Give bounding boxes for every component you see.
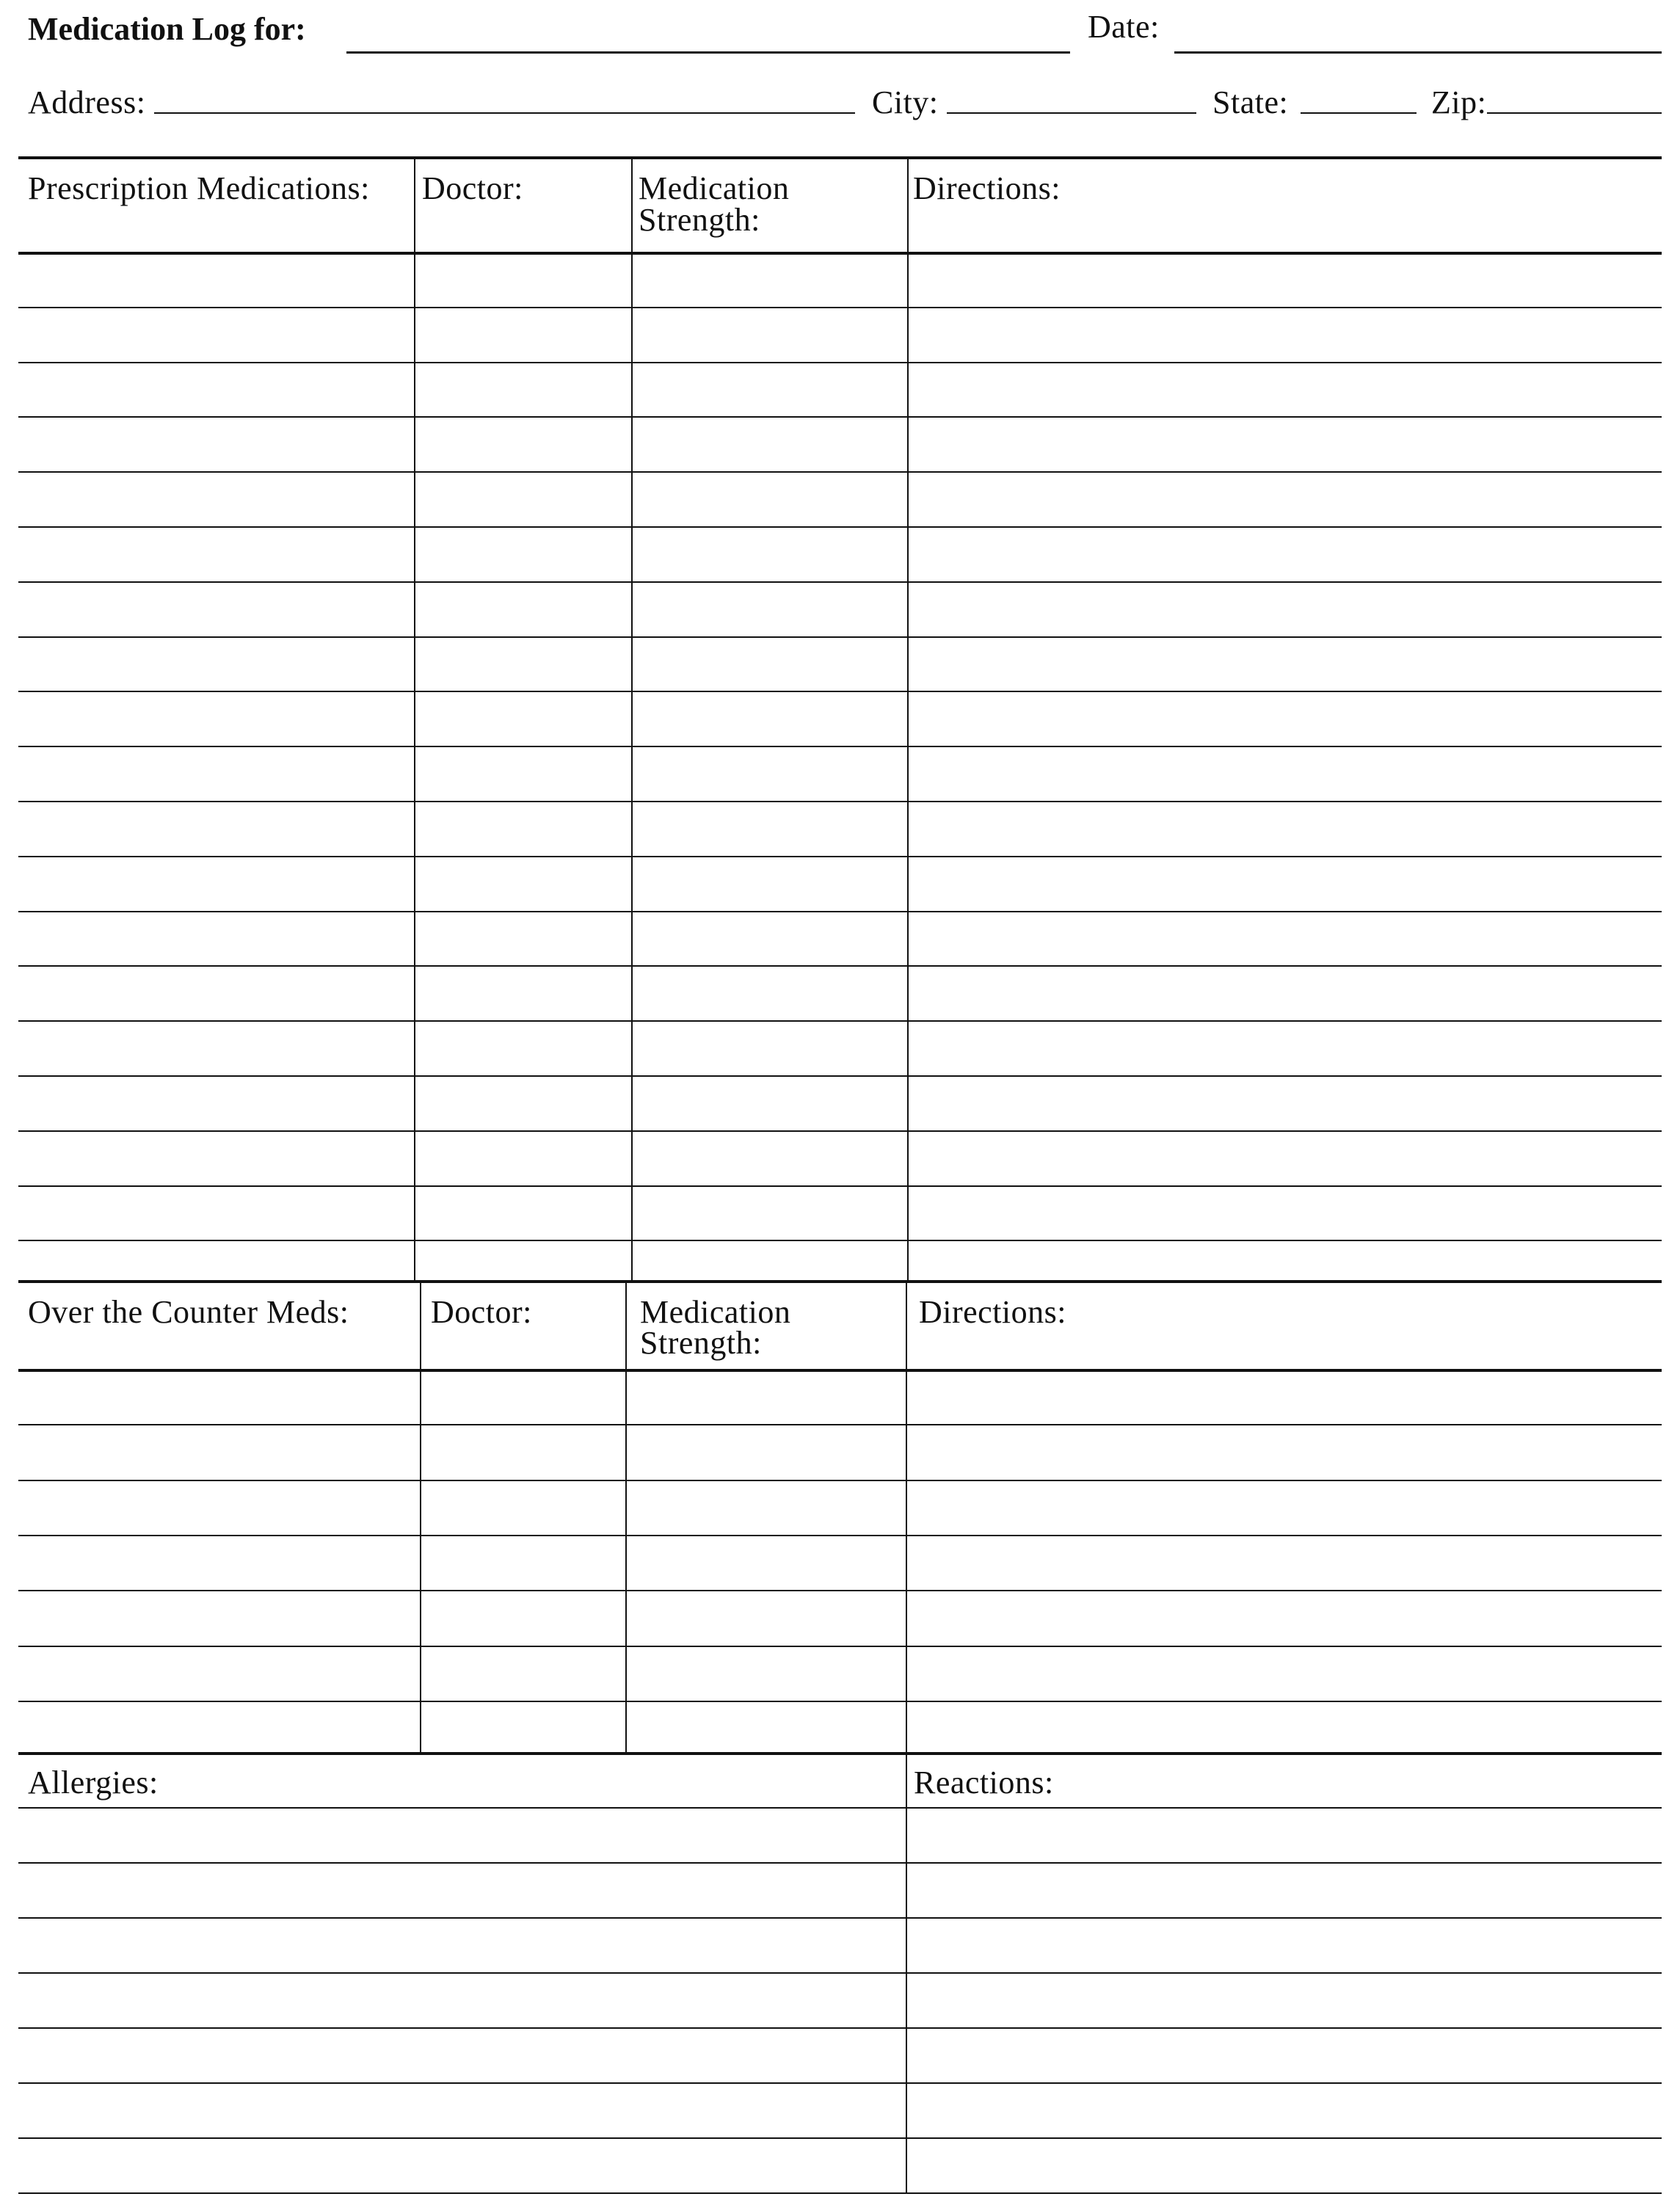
otc-cell[interactable] (625, 1480, 906, 1535)
prescription-cell[interactable] (631, 1130, 907, 1185)
prescription-cell[interactable] (907, 1185, 1662, 1240)
state-label: State: (1212, 84, 1289, 120)
prescription-cell[interactable] (414, 307, 631, 362)
date-label: Date: (1088, 9, 1160, 45)
prescription-cell[interactable] (18, 911, 414, 966)
name-field[interactable] (346, 51, 1070, 54)
allergies-cell[interactable] (906, 2082, 1662, 2137)
prescription-cell[interactable] (631, 471, 907, 526)
prescription-cell[interactable] (631, 1075, 907, 1130)
address-field[interactable] (154, 112, 855, 114)
prescription-cell[interactable] (18, 526, 414, 581)
prescription-cell[interactable] (414, 416, 631, 471)
prescription-cell[interactable] (907, 471, 1662, 526)
otc-cell[interactable] (420, 1590, 625, 1645)
prescription-cell[interactable] (414, 1075, 631, 1130)
otc-cell[interactable] (420, 1480, 625, 1535)
prescription-cell[interactable] (631, 416, 907, 471)
prescription-medications-header: Prescription Medications: (28, 170, 370, 206)
prescription-cell[interactable] (907, 856, 1662, 911)
prescription-top-rule (18, 156, 1662, 159)
allergies-cell[interactable] (906, 1917, 1662, 1972)
prescription-cell[interactable] (414, 526, 631, 581)
prescription-cell[interactable] (18, 1185, 414, 1240)
prescription-cell[interactable] (907, 911, 1662, 966)
prescription-cell[interactable] (414, 856, 631, 911)
prescription-cell[interactable] (18, 965, 414, 1020)
prescription-cell[interactable] (18, 1075, 414, 1130)
prescription-cell[interactable] (18, 362, 414, 417)
otc-cell[interactable] (625, 1369, 906, 1424)
city-field[interactable] (947, 112, 1196, 114)
prescription-cell[interactable] (631, 1185, 907, 1240)
otc-cell[interactable] (906, 1535, 1662, 1590)
prescription-cell[interactable] (18, 801, 414, 856)
otc-cell[interactable] (420, 1701, 625, 1756)
allergies-cell[interactable] (18, 1972, 906, 2027)
prescription-cell[interactable] (907, 1130, 1662, 1185)
date-field[interactable] (1174, 51, 1662, 54)
prescription-cell[interactable] (907, 526, 1662, 581)
prescription-cell[interactable] (414, 746, 631, 801)
prescription-cell[interactable] (631, 362, 907, 417)
prescription-cell[interactable] (907, 965, 1662, 1020)
prescription-cell[interactable] (18, 1240, 414, 1295)
prescription-cell[interactable] (631, 1240, 907, 1295)
prescription-cell[interactable] (18, 471, 414, 526)
state-field[interactable] (1301, 112, 1417, 114)
allergies-cell[interactable] (18, 2137, 906, 2192)
prescription-cell[interactable] (631, 801, 907, 856)
prescription-cell[interactable] (18, 581, 414, 636)
otc-cell[interactable] (420, 1535, 625, 1590)
prescription-cell[interactable] (414, 965, 631, 1020)
otc-cell[interactable] (906, 1646, 1662, 1701)
prescription-cell[interactable] (631, 746, 907, 801)
prescription-cell[interactable] (18, 636, 414, 691)
otc-doctor-header: Doctor: (431, 1294, 532, 1330)
prescription-cell[interactable] (414, 252, 631, 307)
prescription-cell[interactable] (907, 636, 1662, 691)
prescription-cell[interactable] (414, 636, 631, 691)
otc-cell[interactable] (18, 1424, 420, 1479)
allergies-cell[interactable] (18, 2082, 906, 2137)
prescription-cell[interactable] (631, 581, 907, 636)
prescription-cell[interactable] (414, 911, 631, 966)
prescription-cell[interactable] (907, 801, 1662, 856)
allergies-cell[interactable] (18, 1917, 906, 1972)
city-label: City: (872, 84, 939, 120)
prescription-cell[interactable] (907, 362, 1662, 417)
address-label: Address: (28, 84, 146, 120)
otc-cell[interactable] (906, 1369, 1662, 1424)
prescription-cell[interactable] (907, 581, 1662, 636)
prescription-cell[interactable] (907, 416, 1662, 471)
prescription-cell[interactable] (907, 1020, 1662, 1075)
prescription-cell[interactable] (631, 1020, 907, 1075)
prescription-cell[interactable] (907, 746, 1662, 801)
prescription-cell[interactable] (18, 856, 414, 911)
prescription-cell[interactable] (414, 1130, 631, 1185)
allergies-cell[interactable] (18, 1807, 906, 1862)
allergies-cell[interactable] (906, 1862, 1662, 1917)
prescription-cell[interactable] (631, 252, 907, 307)
otc-cell[interactable] (906, 1424, 1662, 1479)
prescription-cell[interactable] (631, 856, 907, 911)
otc-cell[interactable] (625, 1701, 906, 1756)
prescription-strength-header: Strength: (639, 202, 760, 238)
prescription-cell[interactable] (414, 801, 631, 856)
prescription-cell[interactable] (414, 581, 631, 636)
allergies-cell[interactable] (906, 1972, 1662, 2027)
prescription-medication-strength-header: Medication (639, 170, 790, 206)
prescription-cell[interactable] (18, 746, 414, 801)
prescription-cell[interactable] (414, 691, 631, 746)
otc-cell[interactable] (625, 1535, 906, 1590)
prescription-cell[interactable] (907, 1075, 1662, 1130)
otc-cell[interactable] (625, 1424, 906, 1479)
otc-cell[interactable] (420, 1424, 625, 1479)
prescription-doctor-header: Doctor: (422, 170, 523, 206)
prescription-cell[interactable] (907, 307, 1662, 362)
otc-meds-header: Over the Counter Meds: (28, 1294, 349, 1330)
otc-cell[interactable] (625, 1646, 906, 1701)
prescription-cell[interactable] (414, 362, 631, 417)
prescription-cell[interactable] (631, 691, 907, 746)
otc-medication-strength-header: Medication (640, 1294, 791, 1330)
zip-field[interactable] (1487, 112, 1662, 114)
prescription-cell[interactable] (907, 691, 1662, 746)
prescription-cell[interactable] (18, 416, 414, 471)
prescription-cell[interactable] (18, 307, 414, 362)
prescription-cell[interactable] (414, 1185, 631, 1240)
otc-cell[interactable] (625, 1590, 906, 1645)
prescription-cell[interactable] (18, 1130, 414, 1185)
otc-cell[interactable] (906, 1590, 1662, 1645)
otc-cell[interactable] (18, 1480, 420, 1535)
prescription-cell[interactable] (414, 471, 631, 526)
prescription-cell[interactable] (631, 526, 907, 581)
prescription-directions-header: Directions: (913, 170, 1061, 206)
reactions-header: Reactions: (914, 1765, 1054, 1801)
otc-cell[interactable] (18, 1646, 420, 1701)
prescription-cell[interactable] (18, 252, 414, 307)
allergies-cell[interactable] (18, 2027, 906, 2082)
prescription-cell[interactable] (18, 691, 414, 746)
otc-strength-header: Strength: (640, 1325, 762, 1361)
otc-cell[interactable] (18, 1590, 420, 1645)
allergies-cell[interactable] (906, 2027, 1662, 2082)
prescription-cell[interactable] (631, 307, 907, 362)
otc-cell[interactable] (420, 1369, 625, 1424)
otc-cell[interactable] (906, 1480, 1662, 1535)
prescription-cell[interactable] (18, 1020, 414, 1075)
allergies-cell[interactable] (18, 1862, 906, 1917)
prescription-cell[interactable] (414, 1240, 631, 1295)
prescription-cell[interactable] (631, 636, 907, 691)
otc-directions-header: Directions: (919, 1294, 1067, 1330)
prescription-cell[interactable] (414, 1020, 631, 1075)
prescription-cell[interactable] (907, 252, 1662, 307)
allergies-cell[interactable] (906, 1807, 1662, 1862)
otc-cell[interactable] (18, 1535, 420, 1590)
otc-cell[interactable] (420, 1646, 625, 1701)
table-row-rule (18, 2192, 1662, 2194)
form-title: Medication Log for: (28, 11, 306, 47)
prescription-cell[interactable] (631, 965, 907, 1020)
allergies-cell[interactable] (906, 2137, 1662, 2192)
prescription-cell[interactable] (907, 1240, 1662, 1295)
otc-cell[interactable] (18, 1369, 420, 1424)
prescription-cell[interactable] (631, 911, 907, 966)
otc-cell[interactable] (18, 1701, 420, 1756)
zip-label: Zip: (1431, 84, 1487, 120)
allergies-header: Allergies: (28, 1765, 159, 1801)
otc-cell[interactable] (906, 1701, 1662, 1756)
